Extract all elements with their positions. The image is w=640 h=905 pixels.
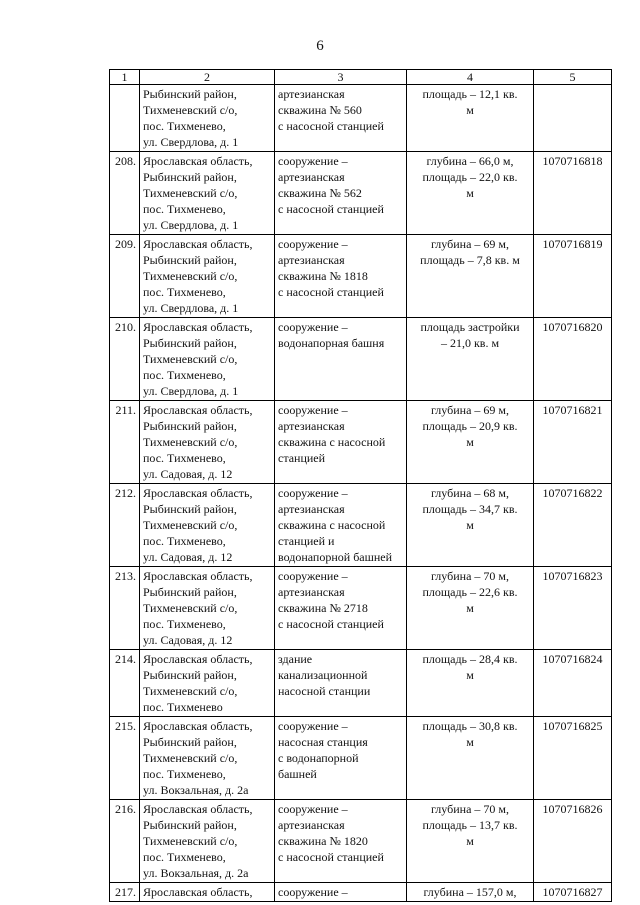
characteristics-cell: глубина – 157,0 м, — [407, 883, 534, 902]
row-number: 209. — [110, 235, 140, 318]
address-cell: Ярославская область, Рыбинский район, Тихменевский с/о, пос. Тихменево, ул. Вокзальная, д. 2а — [140, 717, 275, 800]
table-row — [110, 883, 612, 902]
column-header: 5 — [534, 70, 612, 85]
row-number: 215. — [110, 717, 140, 800]
address-cell: Ярославская область, Рыбинский район, Тихменевский с/о, пос. Тихменево — [140, 650, 275, 717]
address-cell: Ярославская область, Рыбинский район, Тихменевский с/о, пос. Тихменево, ул. Садовая, д. 12 — [140, 484, 275, 567]
table-body — [110, 85, 612, 902]
property-register-table — [109, 69, 612, 902]
table-row — [110, 484, 612, 567]
row-number: 211. — [110, 401, 140, 484]
object-name-cell: сооружение – артезианская скважина № 1820 с насосной станцией — [275, 800, 407, 883]
object-name-cell: сооружение – — [275, 883, 407, 902]
row-number: 210. — [110, 318, 140, 401]
object-name-cell: сооружение – артезианская скважина № 2718 с насосной станцией — [275, 567, 407, 650]
characteristics-cell: глубина – 68 м, площадь – 34,7 кв. м — [407, 484, 534, 567]
table-row — [110, 717, 612, 800]
row-number: 212. — [110, 484, 140, 567]
characteristics-cell: глубина – 66,0 м, площадь – 22,0 кв. м — [407, 152, 534, 235]
table-row — [110, 152, 612, 235]
inventory-code-cell: 1070716818 — [534, 152, 612, 235]
column-header: 1 — [110, 70, 140, 85]
inventory-code-cell: 1070716827 — [534, 883, 612, 902]
object-name-cell: сооружение – водонапорная башня — [275, 318, 407, 401]
object-name-cell: артезианская скважина № 560 с насосной станцией — [275, 85, 407, 152]
address-cell: Рыбинский район, Тихменевский с/о, пос. Тихменево, ул. Свердлова, д. 1 — [140, 85, 275, 152]
object-name-cell: сооружение – насосная станция с водонапорной башней — [275, 717, 407, 800]
characteristics-cell: глубина – 69 м, площадь – 7,8 кв. м — [407, 235, 534, 318]
row-number: 217. — [110, 883, 140, 902]
address-cell: Ярославская область, Рыбинский район, Тихменевский с/о, пос. Тихменево, ул. Вокзальная, д. 2а — [140, 800, 275, 883]
inventory-code-cell: 1070716819 — [534, 235, 612, 318]
page-number: 6 — [316, 38, 324, 54]
table-header-row — [110, 70, 612, 85]
inventory-code-cell: 1070716822 — [534, 484, 612, 567]
row-number: 214. — [110, 650, 140, 717]
object-name-cell: здание канализационной насосной станции — [275, 650, 407, 717]
address-cell: Ярославская область, Рыбинский район, Тихменевский с/о, пос. Тихменево, ул. Садовая, д. 12 — [140, 401, 275, 484]
characteristics-cell: площадь – 12,1 кв. м — [407, 85, 534, 152]
column-header: 3 — [275, 70, 407, 85]
table-row — [110, 800, 612, 883]
characteristics-cell: глубина – 70 м, площадь – 13,7 кв. м — [407, 800, 534, 883]
row-number: 216. — [110, 800, 140, 883]
inventory-code-cell: 1070716824 — [534, 650, 612, 717]
object-name-cell: сооружение – артезианская скважина № 562 с насосной станцией — [275, 152, 407, 235]
row-number — [110, 85, 140, 152]
characteristics-cell: глубина – 69 м, площадь – 20,9 кв. м — [407, 401, 534, 484]
inventory-code-cell: 1070716826 — [534, 800, 612, 883]
object-name-cell: сооружение – артезианская скважина № 1818 с насосной станцией — [275, 235, 407, 318]
column-header: 4 — [407, 70, 534, 85]
table-row — [110, 401, 612, 484]
characteristics-cell: площадь – 28,4 кв. м — [407, 650, 534, 717]
object-name-cell: сооружение – артезианская скважина с насосной станцией — [275, 401, 407, 484]
row-number: 208. — [110, 152, 140, 235]
inventory-code-cell: 1070716825 — [534, 717, 612, 800]
inventory-code-cell — [534, 85, 612, 152]
table-row — [110, 85, 612, 152]
inventory-code-cell: 1070716820 — [534, 318, 612, 401]
inventory-code-cell: 1070716823 — [534, 567, 612, 650]
address-cell: Ярославская область, Рыбинский район, Тихменевский с/о, пос. Тихменево, ул. Садовая, д. 12 — [140, 567, 275, 650]
column-header: 2 — [140, 70, 275, 85]
table-row — [110, 650, 612, 717]
row-number: 213. — [110, 567, 140, 650]
characteristics-cell: площадь – 30,8 кв. м — [407, 717, 534, 800]
table-row — [110, 318, 612, 401]
address-cell: Ярославская область, — [140, 883, 275, 902]
table-row — [110, 235, 612, 318]
address-cell: Ярославская область, Рыбинский район, Тихменевский с/о, пос. Тихменево, ул. Свердлова, д. 1 — [140, 235, 275, 318]
table-row — [110, 567, 612, 650]
inventory-code-cell: 1070716821 — [534, 401, 612, 484]
characteristics-cell: площадь застройки – 21,0 кв. м — [407, 318, 534, 401]
characteristics-cell: глубина – 70 м, площадь – 22,6 кв. м — [407, 567, 534, 650]
address-cell: Ярославская область, Рыбинский район, Тихменевский с/о, пос. Тихменево, ул. Свердлова, д. 1 — [140, 318, 275, 401]
object-name-cell: сооружение – артезианская скважина с насосной станцией и водонапорной башней — [275, 484, 407, 567]
address-cell: Ярославская область, Рыбинский район, Тихменевский с/о, пос. Тихменево, ул. Свердлова, д. 1 — [140, 152, 275, 235]
